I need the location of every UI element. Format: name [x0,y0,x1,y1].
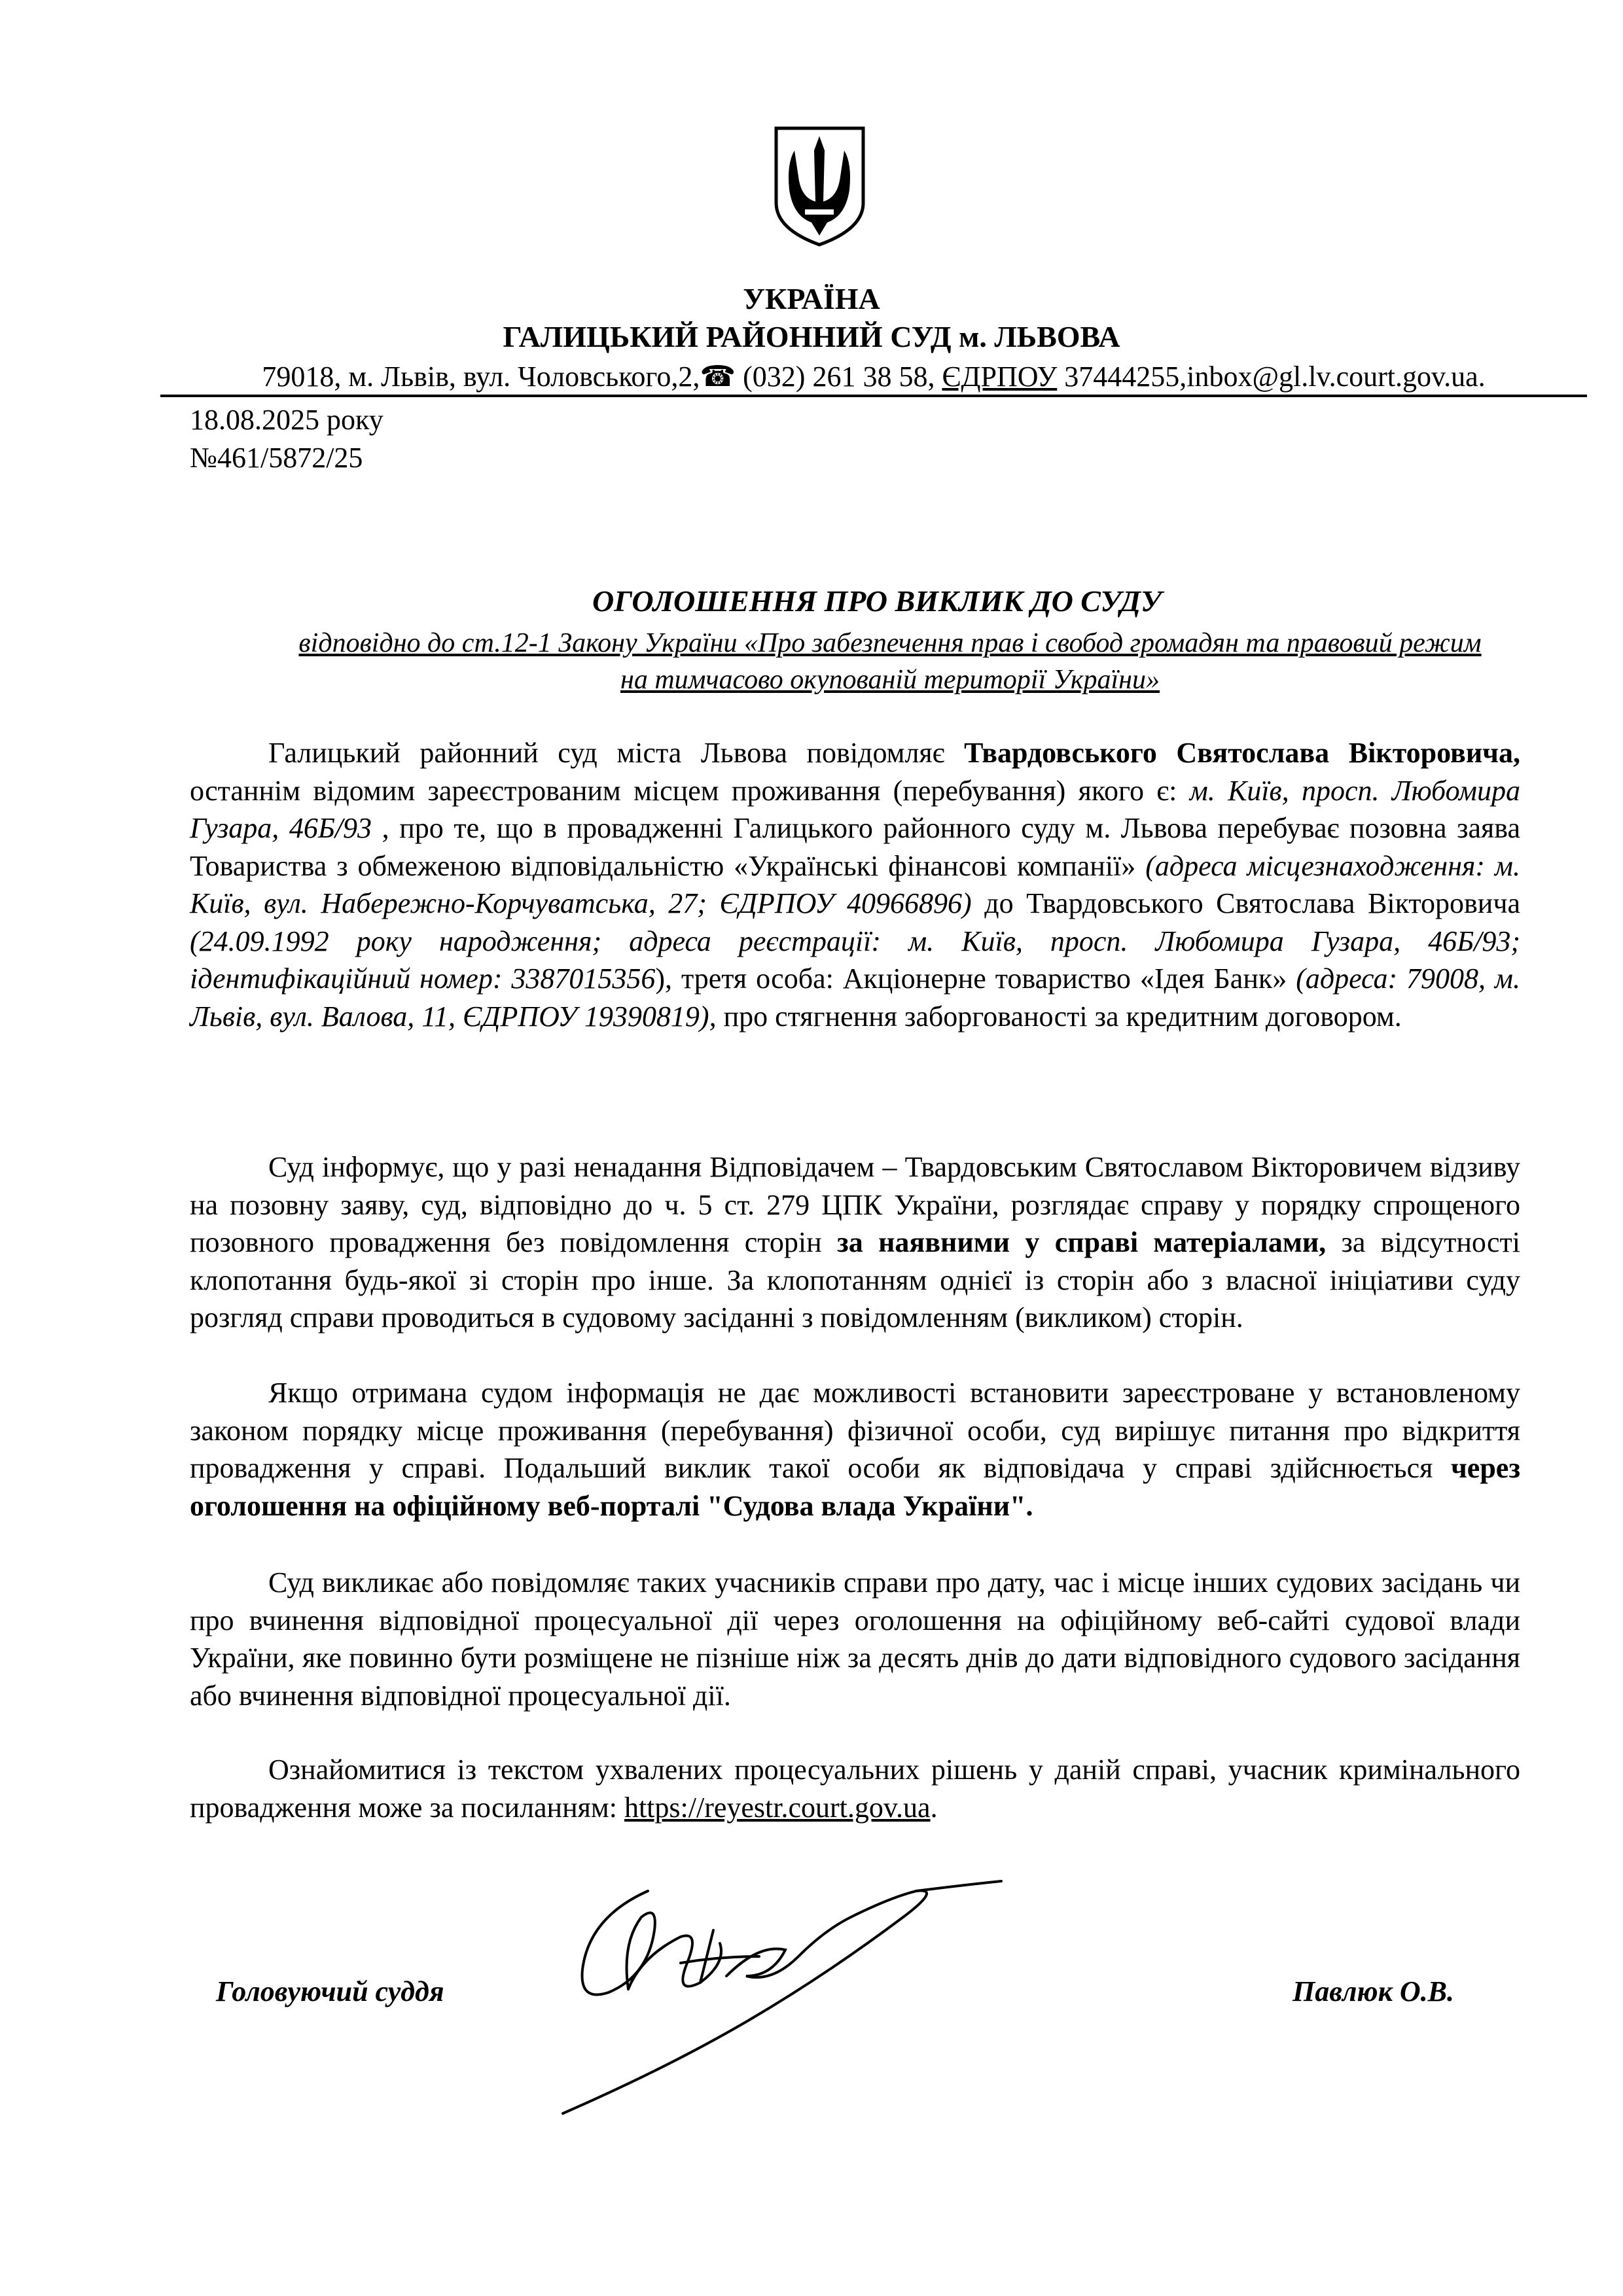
text: до Твардовського Святослава Вікторовича [971,887,1520,919]
paragraph-registry [190,1751,1520,1826]
handwritten-signature [550,1878,1008,2120]
judge-name: Павлюк О.В. [1293,1975,1455,2007]
edrpou-label: ЄДРПОУ [942,361,1058,393]
state-emblem-icon [772,124,867,249]
paragraph-procedure [190,1148,1520,1337]
header-divider [160,395,1587,397]
text: Суд інформує, що у разі ненадання Відповідачем – Твардовським Святославом Вікторовичем відзиву на позовну заяву, суд, відповідно до ч. 5 ст. 279 ЦПК України, розглядає справу у порядку спрощеного позовного провадження без повідомлення сторін [190,1151,1520,1258]
text: , про те, що в провадженні Галицького районного суду м. Львова перебуває позовна заява Товариства з обмеженою відповідальністю «Українські фінансові компанії» [190,812,1520,882]
text: Суд викликає або повідомляє таких учасників справи про дату, час і місце інших судових засідань чи про вчинення відповідної процесуальної дії через оголошення на офіційному веб-сайті судової влади України, яке повинно бути розміщене не пізніше ніж за десять днів до дати відповідного судового засідання або вчинення відповідної процесуальної дії. [190,1566,1520,1712]
text: . [930,1791,938,1824]
subtitle-line-1: відповідно до ст.12-1 Закону України «Про забезпечення прав і свобод громадян та правовий режим [298,628,1482,658]
phone-icon: ☎ [700,361,736,393]
text: Галицький районний суд міста Львова повідомляє [268,737,965,769]
defendant-details: (24.09.1992 року народження; адреса реєстрації: м. Київ, просп. Любомира Гузара, 46Б/93; ідентифікаційний номер: 3387015356 [190,925,1520,995]
document-date: 18.08.2025 року [190,404,383,436]
plaintiff-details: (адреса місцезнаходження: м. Київ, вул. Набережно-Корчуватська, 27; ЄДРПОУ 40966896) [190,849,1521,919]
defendant-address: м. Київ, просп. Любомира Гузара, 46Б/93 [190,774,1520,844]
defendant-name: Твардовського Святослава Вікторовича, [964,737,1520,769]
address-text: 79018, м. Львів, вул. Чоловського,2, [262,361,700,393]
edrpou-email: 37444255,inbox@gl.lv.court.gov.ua. [1057,361,1486,393]
document-title: ОГОЛОШЕННЯ ПРО ВИКЛИК ДО СУДУ [592,584,1162,618]
judge-role: Головуючий суддя [216,1975,444,2007]
court-address [160,359,1587,395]
emphasis: через оголошення на офіційному веб-порталі "Судова влада України". [190,1452,1520,1522]
text: за відсутності клопотання будь-якої зі сторін про інше. За клопотанням однієї із сторін або з власної ініціативи суду розгляд справи проводиться в судовому засіданні з повідомленням (викликом) сторін. [190,1226,1520,1333]
paragraph-hearings [190,1564,1520,1714]
emphasis: за наявними у справі матеріалами, [837,1226,1327,1258]
phone-number: (032) 261 38 58, [736,361,942,393]
third-party-details: (адреса: 79008, м. Львів, вул. Валова, 11, ЄДРПОУ 19390819), [190,963,1521,1033]
text: ), третя особа: Акціонерне товариство «Ідея Банк» [655,963,1296,995]
text: про стягнення заборгованості за кредитним договором. [716,1000,1402,1033]
registry-link[interactable]: https://reyestr.court.gov.ua [624,1791,931,1824]
text: останнім відомим зареєстрованим місцем проживання (перебування) якого є: [190,774,1190,807]
text: Якщо отримана судом інформація не дає можливості встановити зареєстроване у встановленому законом порядку місце проживання (перебування) фізичної особи, суд вирішує питання про відкриття провадження у справі. Подальший виклик такої особи як відповідача у справі здійснюється [190,1377,1520,1484]
text: Ознайомитися із текстом ухвалених процесуальних рішень у даній справі, учасник кримінального провадження може за посиланням: [190,1754,1520,1824]
document-number: №461/5872/25 [190,442,363,474]
paragraph-summons [190,1374,1520,1525]
court-name: ГАЛИЦЬКИЙ РАЙОННИЙ СУД м. ЛЬВОВА [503,320,1120,353]
country-name: УКРАЇНА [743,282,880,315]
paragraph-notice [190,734,1520,1035]
subtitle-line-2: на тимчасово окупованій території України» [620,665,1160,695]
